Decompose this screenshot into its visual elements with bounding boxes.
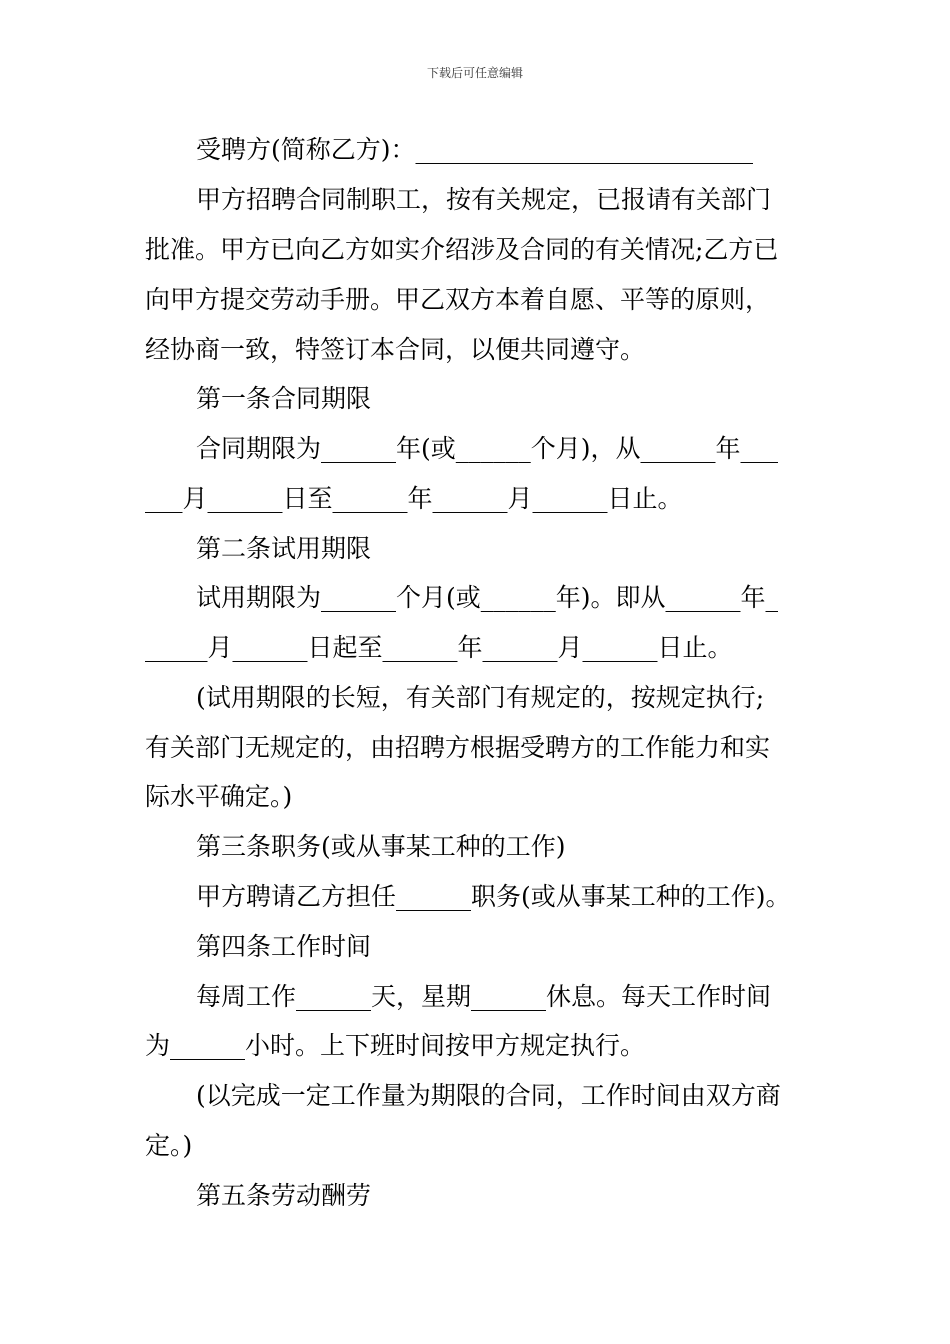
paragraph-line: _____月______日起至______年______月______日止。 xyxy=(145,633,733,662)
paragraph-line: 试用期限为______个月(或______年)。即从______年_ xyxy=(196,583,779,612)
article-heading: 第三条职务(或从事某工种的工作) xyxy=(196,832,566,861)
paragraph-line: 定。) xyxy=(145,1131,193,1160)
paragraph-line: 经协商一致，特签订本合同，以便共同遵守。 xyxy=(145,335,646,364)
paragraph-line: 向甲方提交劳动手册。甲乙双方本着自愿、平等的原则， xyxy=(145,285,771,314)
paragraph-line: (以完成一定工作量为期限的合同，工作时间由双方商 xyxy=(196,1081,781,1110)
paragraph-line: 甲方聘请乙方担任______职务(或从事某工种的工作)。 xyxy=(196,882,791,911)
paragraph-line: 有关部门无规定的，由招聘方根据受聘方的工作能力和实 xyxy=(145,733,771,762)
page-header: 下载后可任意编辑 xyxy=(426,66,523,80)
paragraph-line: 际水平确定。) xyxy=(145,782,293,811)
paragraph-line: (试用期限的长短，有关部门有规定的，按规定执行; xyxy=(196,683,765,712)
paragraph-line: 为______小时。上下班时间按甲方规定执行。 xyxy=(145,1031,646,1060)
paragraph-line: 甲方招聘合同制职工，按有关规定，已报请有关部门 xyxy=(196,185,772,214)
paragraph-line: 合同期限为______年(或______个月)，从______年___ xyxy=(196,434,779,463)
article-heading: 第四条工作时间 xyxy=(196,932,372,961)
article-heading: 第一条合同期限 xyxy=(196,384,372,413)
paragraph-line: 每周工作______天，星期______休息。每天工作时间 xyxy=(196,982,772,1011)
article-heading: 第二条试用期限 xyxy=(196,534,372,563)
party-b-line: 受聘方(简称乙方)：___________________________ xyxy=(196,135,754,164)
paragraph-line: 批准。甲方已向乙方如实介绍涉及合同的有关情况;乙方已 xyxy=(145,235,779,264)
article-heading: 第五条劳动酬劳 xyxy=(196,1181,372,1210)
paragraph-line: ___月______日至______年______月______日止。 xyxy=(145,484,683,513)
